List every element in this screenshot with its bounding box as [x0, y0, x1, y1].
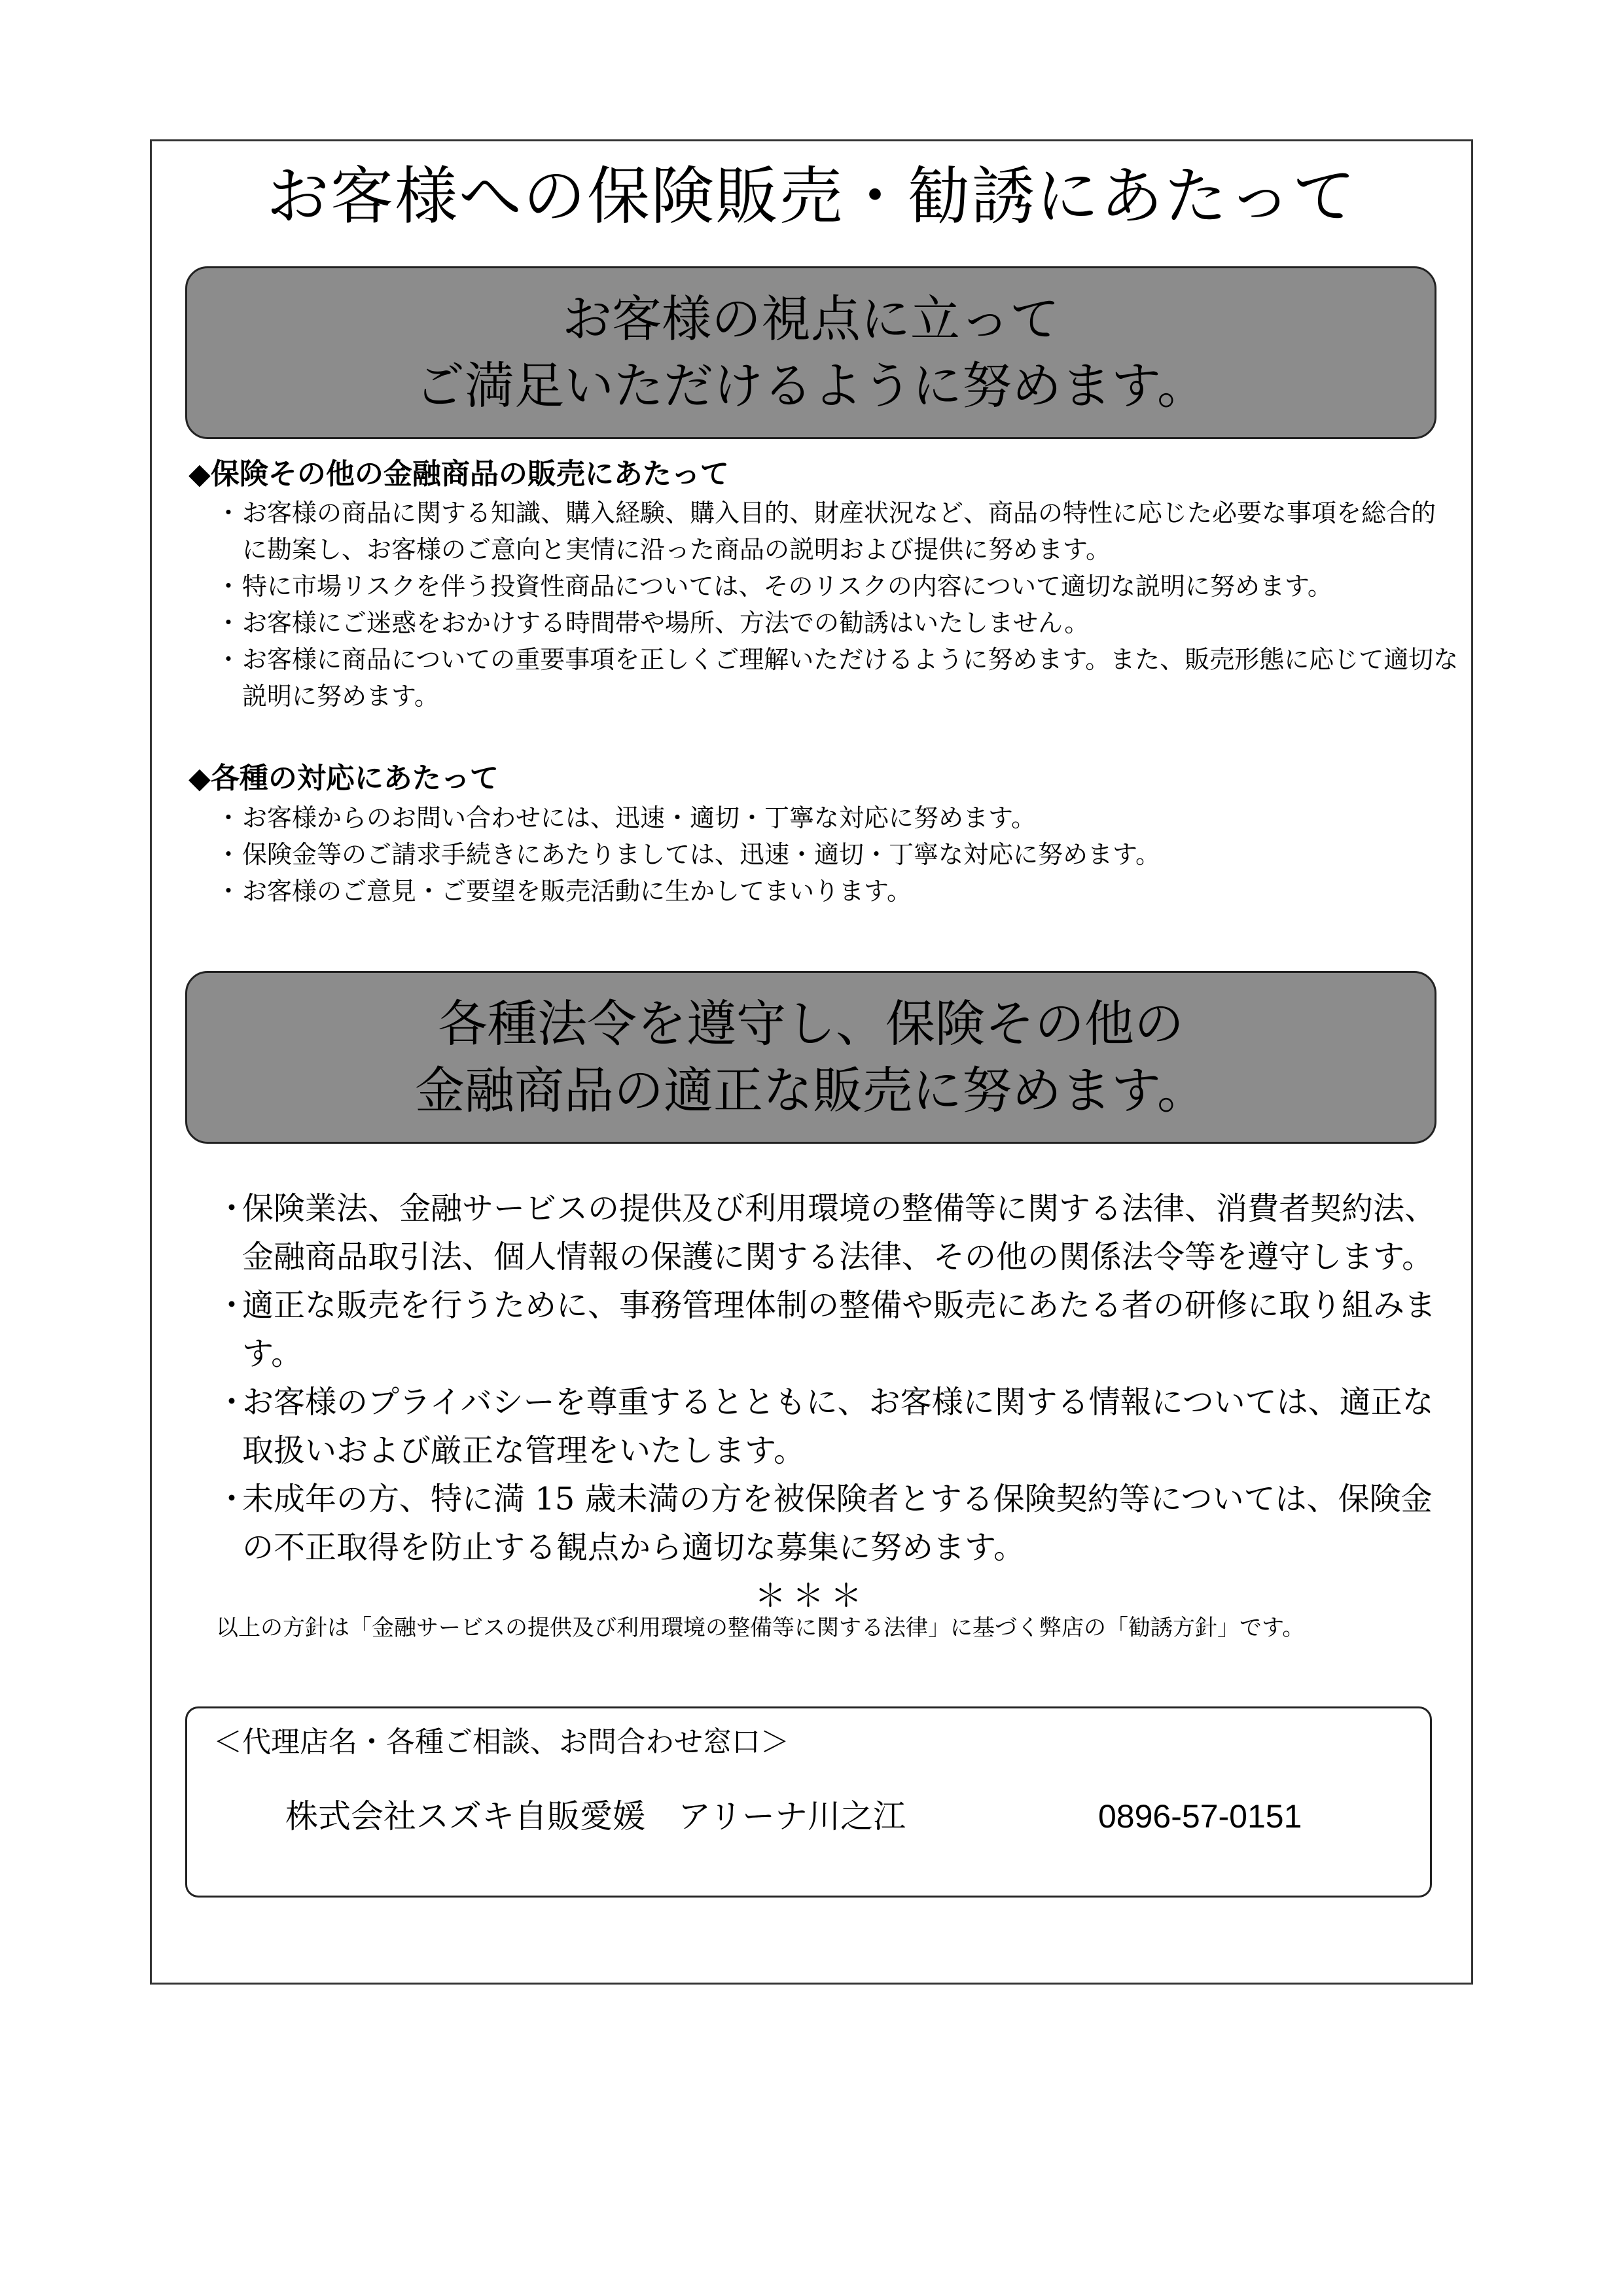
list-item: ・ 特に市場リスクを伴う投資性商品については、そのリスクの内容について適切な説明に努めます。: [216, 568, 1459, 605]
list-item: ・ 未成年の方、特に満 15 歳未満の方を被保険者とする保険契約等については、保険金の不正取得を防止する観点から適切な募集に努めます。: [216, 1475, 1459, 1572]
section-heading-financial-products: ◆保険その他の金融商品の販売にあたって: [188, 457, 729, 491]
page-title: お客様への保険販売・勧誘にあたって: [266, 160, 1357, 233]
agency-name: 株式会社スズキ自販愛媛 アリーナ川之江: [285, 1797, 906, 1835]
compliance-policy-list: [216, 1184, 1459, 1572]
separator-asterisks: ＊＊＊: [754, 1578, 868, 1614]
contact-box: [185, 1706, 1432, 1898]
financial-products-policy-list: [216, 495, 1459, 715]
section-heading-customer-response: ◆各種の対応にあたって: [188, 762, 499, 795]
list-item: ・ お客様にご迷惑をおかけする時間帯や場所、方法での勧誘はいたしません。: [216, 605, 1459, 641]
list-item: ・ お客様の商品に関する知識、購入経験、購入目的、財産状況など、商品の特性に応じた必要な事項を総合的に勘案し、お客様のご意向と実情に沿った商品の説明および提供に努めます。: [216, 495, 1459, 568]
banner-line: ご満足いただけるように努めます。: [415, 357, 1207, 415]
contact-heading: ＜代理店名・各種ご相談、お問合わせ窓口＞: [213, 1725, 789, 1759]
list-item: ・ お客様のプライバシーを尊重するとともに、お客様に関する情報については、適正な取扱いおよび厳正な管理をいたします。: [216, 1378, 1459, 1475]
list-item: ・ お客様に商品についての重要事項を正しくご理解いただけるように努めます。また、販売形態に応じて適切な説明に努めます。: [216, 641, 1459, 715]
policy-basis-note: 以上の方針は「金融サービスの提供及び利用環境の整備等に関する法律」に基づく弊店の「勧誘方針」です。: [216, 1615, 1305, 1641]
agency-phone-number: 0896-57-0151: [1098, 1798, 1302, 1835]
customer-response-policy-list: [216, 800, 1459, 910]
banner-line: 金融商品の適正な販売に努めます。: [415, 1061, 1207, 1120]
legal-compliance-banner: [185, 971, 1436, 1144]
list-item: ・ お客様からのお問い合わせには、迅速・適切・丁寧な対応に努めます。: [216, 800, 1459, 836]
list-item: ・ お客様のご意見・ご要望を販売活動に生かしてまいります。: [216, 873, 1459, 910]
list-item: ・ 適正な販売を行うために、事務管理体制の整備や販売にあたる者の研修に取り組みます。: [216, 1281, 1459, 1378]
banner-line: お客様の視点に立って: [562, 290, 1060, 348]
list-item: ・ 保険金等のご請求手続きにあたりましては、迅速・適切・丁寧な対応に努めます。: [216, 836, 1459, 873]
customer-perspective-banner: [185, 266, 1436, 439]
list-item: ・ 保険業法、金融サービスの提供及び利用環境の整備等に関する法律、消費者契約法、金融商品取引法、個人情報の保護に関する法律、その他の関係法令等を遵守します。: [216, 1184, 1459, 1281]
banner-line: 各種法令を遵守し、保険その他の: [438, 995, 1184, 1053]
